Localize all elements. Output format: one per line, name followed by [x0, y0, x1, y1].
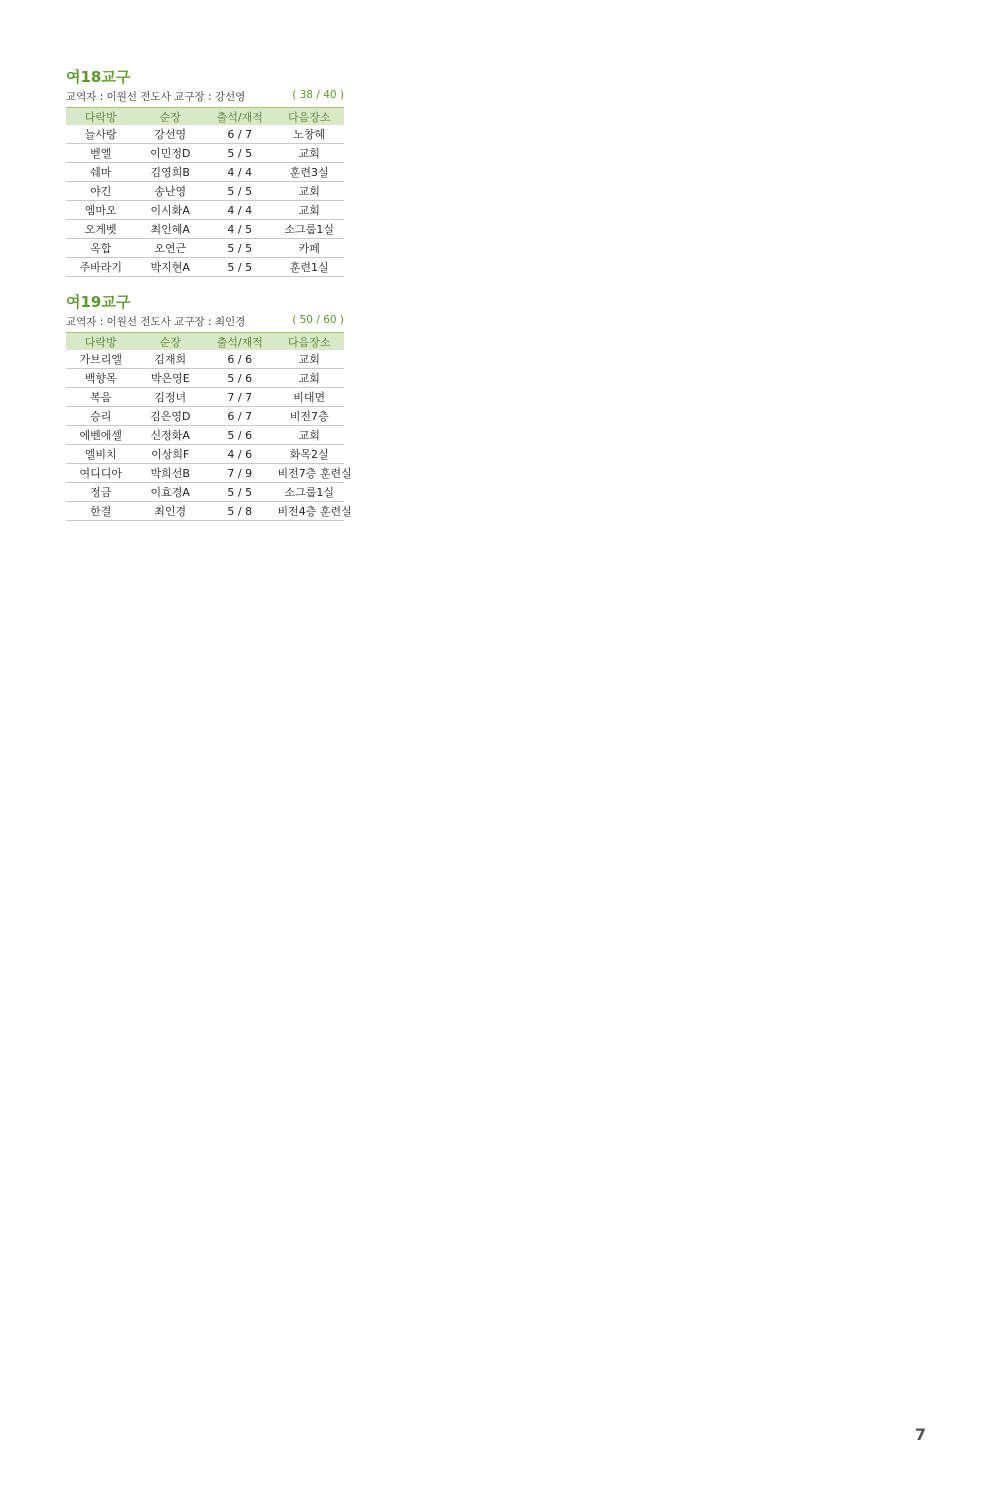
section-title: 여18교구 — [66, 68, 131, 86]
table-row — [66, 502, 344, 521]
column-header: 출석/재적 — [205, 108, 275, 126]
staff-info: 교역자 : 이원선 전도사 교구장 : 강선영 — [66, 91, 246, 103]
table-cell: 화목2실 — [275, 445, 345, 464]
table-row — [66, 220, 344, 239]
table-cell: 여디디아 — [66, 464, 136, 483]
table-cell: 4 / 4 — [205, 163, 275, 182]
table-cell: 엘비치 — [66, 445, 136, 464]
table-row — [66, 125, 344, 144]
table-cell: 송난영 — [136, 182, 206, 201]
table-row — [66, 350, 344, 369]
table-cell: 카페 — [275, 239, 345, 258]
table-cell: 이효경A — [136, 483, 206, 502]
table-cell: 이민정D — [136, 144, 206, 163]
table-cell: 5 / 5 — [205, 144, 275, 163]
table-cell: 김재희 — [136, 350, 206, 369]
table-cell: 5 / 6 — [205, 369, 275, 388]
attendance-table — [66, 107, 344, 277]
table-cell: 야긴 — [66, 182, 136, 201]
table-cell: 6 / 7 — [205, 407, 275, 426]
column-header: 다락방 — [66, 108, 136, 126]
table-cell: 비대면 — [275, 388, 345, 407]
table-cell: 김정녀 — [136, 388, 206, 407]
table-row — [66, 182, 344, 201]
page-number: 7 — [914, 1425, 926, 1444]
table-row — [66, 464, 344, 483]
table-cell: 오연근 — [136, 239, 206, 258]
section-yeo19 — [66, 291, 352, 521]
table-cell: 훈련3실 — [275, 163, 345, 182]
table-cell: 소그룹1실 — [275, 483, 345, 502]
table-cell: 6 / 7 — [205, 125, 275, 144]
table-cell: 6 / 6 — [205, 350, 275, 369]
table-row — [66, 426, 344, 445]
table-cell: 박희선B — [136, 464, 206, 483]
table-row — [66, 163, 344, 182]
table-cell: 엠마오 — [66, 201, 136, 220]
table-cell: 복음 — [66, 388, 136, 407]
column-header: 순장 — [136, 108, 206, 126]
table-cell: 5 / 8 — [205, 502, 275, 521]
table-row — [66, 201, 344, 220]
table-cell: 박은영E — [136, 369, 206, 388]
table-row — [66, 388, 344, 407]
table-cell: 훈련1실 — [275, 258, 345, 277]
table-cell: 비전4층 훈련실 — [275, 502, 345, 521]
table-row — [66, 144, 344, 163]
table-cell: 4 / 5 — [205, 220, 275, 239]
table-cell: 오게벳 — [66, 220, 136, 239]
table-cell: 5 / 5 — [205, 239, 275, 258]
table-cell: 교회 — [275, 201, 345, 220]
table-cell: 백향목 — [66, 369, 136, 388]
table-cell: 교회 — [275, 182, 345, 201]
table-cell: 주바라기 — [66, 258, 136, 277]
table-cell: 정금 — [66, 483, 136, 502]
table-cell: 교회 — [275, 144, 345, 163]
table-cell: 강선영 — [136, 125, 206, 144]
table-cell: 김은영D — [136, 407, 206, 426]
table-cell: 신정화A — [136, 426, 206, 445]
table-cell: 7 / 7 — [205, 388, 275, 407]
table-row — [66, 369, 344, 388]
column-header: 다음장소 — [275, 333, 345, 351]
table-cell: 벧엘 — [66, 144, 136, 163]
table-cell: 늘사랑 — [66, 125, 136, 144]
table-cell: 5 / 5 — [205, 483, 275, 502]
attendance-table — [66, 332, 352, 521]
table-cell: 이상희F — [136, 445, 206, 464]
table-cell: 비전7층 — [275, 407, 345, 426]
table-row — [66, 483, 344, 502]
table-cell: 비전7층 훈련실 — [275, 464, 345, 483]
table-cell: 교회 — [275, 426, 345, 445]
table-cell: 5 / 6 — [205, 426, 275, 445]
column-header: 다음장소 — [275, 108, 345, 126]
table-row — [66, 239, 344, 258]
section-title: 여19교구 — [66, 293, 131, 311]
section-yeo18 — [66, 66, 344, 277]
table-cell: 이시화A — [136, 201, 206, 220]
table-cell: 소그룹1실 — [275, 220, 345, 239]
table-cell: 김영희B — [136, 163, 206, 182]
table-cell: 4 / 6 — [205, 445, 275, 464]
table-cell: 교회 — [275, 350, 345, 369]
section-info — [66, 314, 344, 329]
column-1 — [66, 66, 352, 535]
table-cell: 최인경 — [136, 502, 206, 521]
table-cell: 한결 — [66, 502, 136, 521]
table-row — [66, 445, 344, 464]
table-row — [66, 258, 344, 277]
table-cell: 노창혜 — [275, 125, 345, 144]
column-header: 다락방 — [66, 333, 136, 351]
table-cell: 박지현A — [136, 258, 206, 277]
section-info — [66, 89, 344, 104]
column-header: 순장 — [136, 333, 206, 351]
table-cell: 쉐마 — [66, 163, 136, 182]
table-row — [66, 407, 344, 426]
table-cell: 교회 — [275, 369, 345, 388]
column-header: 출석/재적 — [205, 333, 275, 351]
table-cell: 5 / 5 — [205, 258, 275, 277]
table-cell: 5 / 5 — [205, 182, 275, 201]
table-cell: 4 / 4 — [205, 201, 275, 220]
table-cell: 7 / 9 — [205, 464, 275, 483]
table-cell: 승리 — [66, 407, 136, 426]
table-cell: 가브리엘 — [66, 350, 136, 369]
attendance-total: ( 38 / 40 ) — [292, 89, 344, 101]
attendance-total: ( 50 / 60 ) — [292, 314, 344, 326]
staff-info: 교역자 : 이원선 전도사 교구장 : 최인경 — [66, 316, 246, 328]
table-cell: 최인혜A — [136, 220, 206, 239]
table-cell: 에벤에셀 — [66, 426, 136, 445]
table-cell: 옥합 — [66, 239, 136, 258]
